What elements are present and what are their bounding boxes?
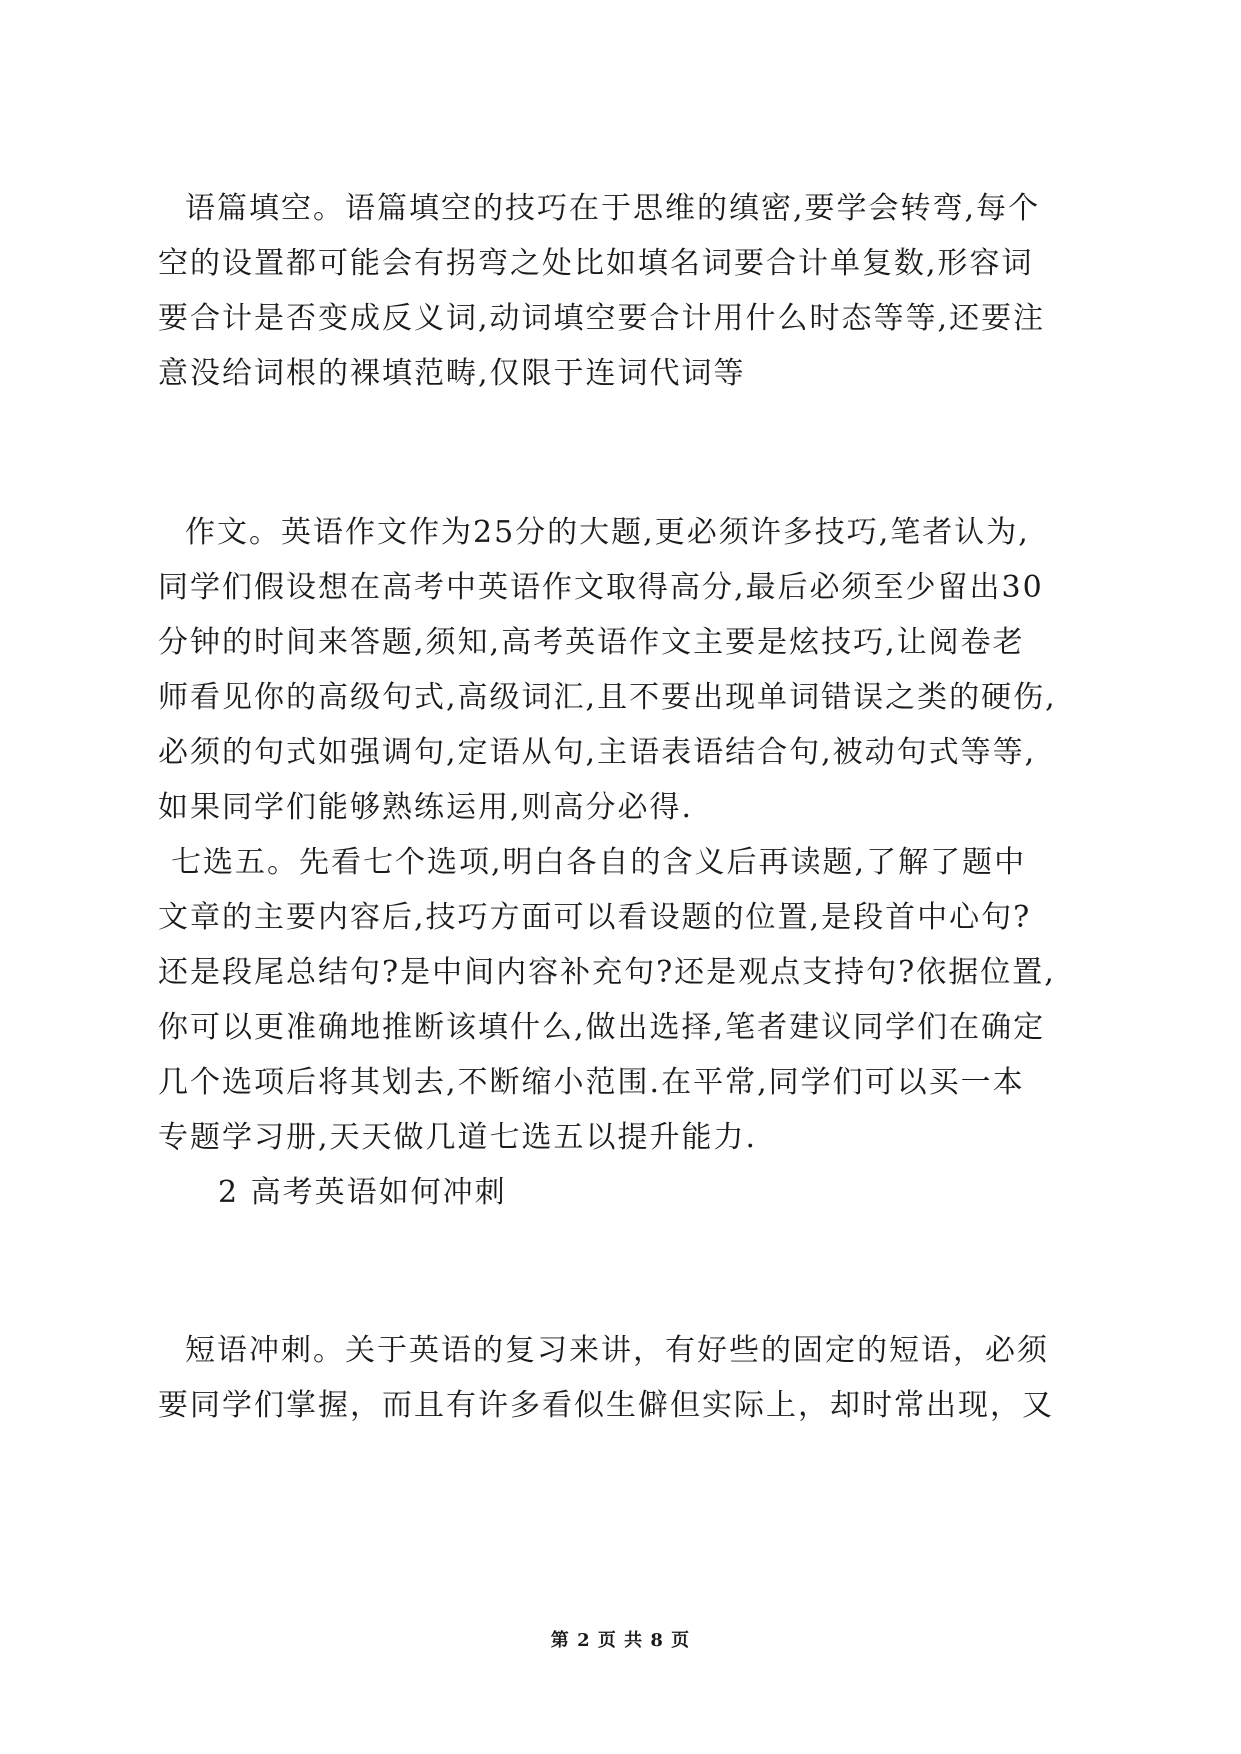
text-line: 同学们假设想在高考中英语作文取得高分,最后必须至少留出30: [158, 570, 1044, 605]
text-line: 作文。英语作文作为25分的大题,更必须许多技巧,笔者认为,: [185, 515, 1030, 550]
text-line: 还是段尾总结句?是中间内容补充句?还是观点支持句?依据位置,: [158, 955, 1056, 990]
text-line: 你可以更准确地推断该填什么,做出选择,笔者建议同学们在确定: [158, 1010, 1046, 1045]
text-line: 分钟的时间来答题,须知,高考英语作文主要是炫技巧,让阅卷老: [158, 625, 1025, 660]
text-line: 专题学习册,天天做几道七选五以提升能力.: [158, 1120, 758, 1155]
text-line: 七选五。先看七个选项,明白各自的含义后再读题,了解了题中: [171, 845, 1027, 880]
text-line: 要合计是否变成反义词,动词填空要合计用什么时态等等,还要注: [158, 301, 1046, 336]
section-heading: 2 高考英语如何冲刺: [218, 1175, 507, 1210]
text-line: 空的设置都可能会有拐弯之处比如填名词要合计单复数,形容词: [158, 246, 1034, 281]
text-line: 意没给词根的裸填范畴,仅限于连词代词等: [158, 356, 746, 391]
text-line: 如果同学们能够熟练运用,则高分必得.: [158, 790, 694, 825]
page-number-footer: 第 2 页 共 8 页: [550, 1630, 691, 1651]
text-line: 几个选项后将其划去,不断缩小范围.在平常,同学们可以买一本: [158, 1065, 1025, 1100]
text-line: 短语冲刺。关于英语的复习来讲，有好些的固定的短语，必须: [185, 1333, 1049, 1368]
text-line: 师看见你的高级句式,高级词汇,且不要出现单词错误之类的硬伤,: [158, 680, 1057, 715]
text-line: 要同学们掌握，而且有许多看似生僻但实际上，却时常出现，又: [158, 1388, 1054, 1423]
text-line: 必须的句式如强调句,定语从句,主语表语结合句,被动句式等等,: [158, 735, 1037, 770]
text-line: 文章的主要内容后,技巧方面可以看设题的位置,是段首中心句?: [158, 900, 1032, 935]
text-line: 语篇填空。语篇填空的技巧在于思维的缜密,要学会转弯,每个: [185, 191, 1041, 226]
